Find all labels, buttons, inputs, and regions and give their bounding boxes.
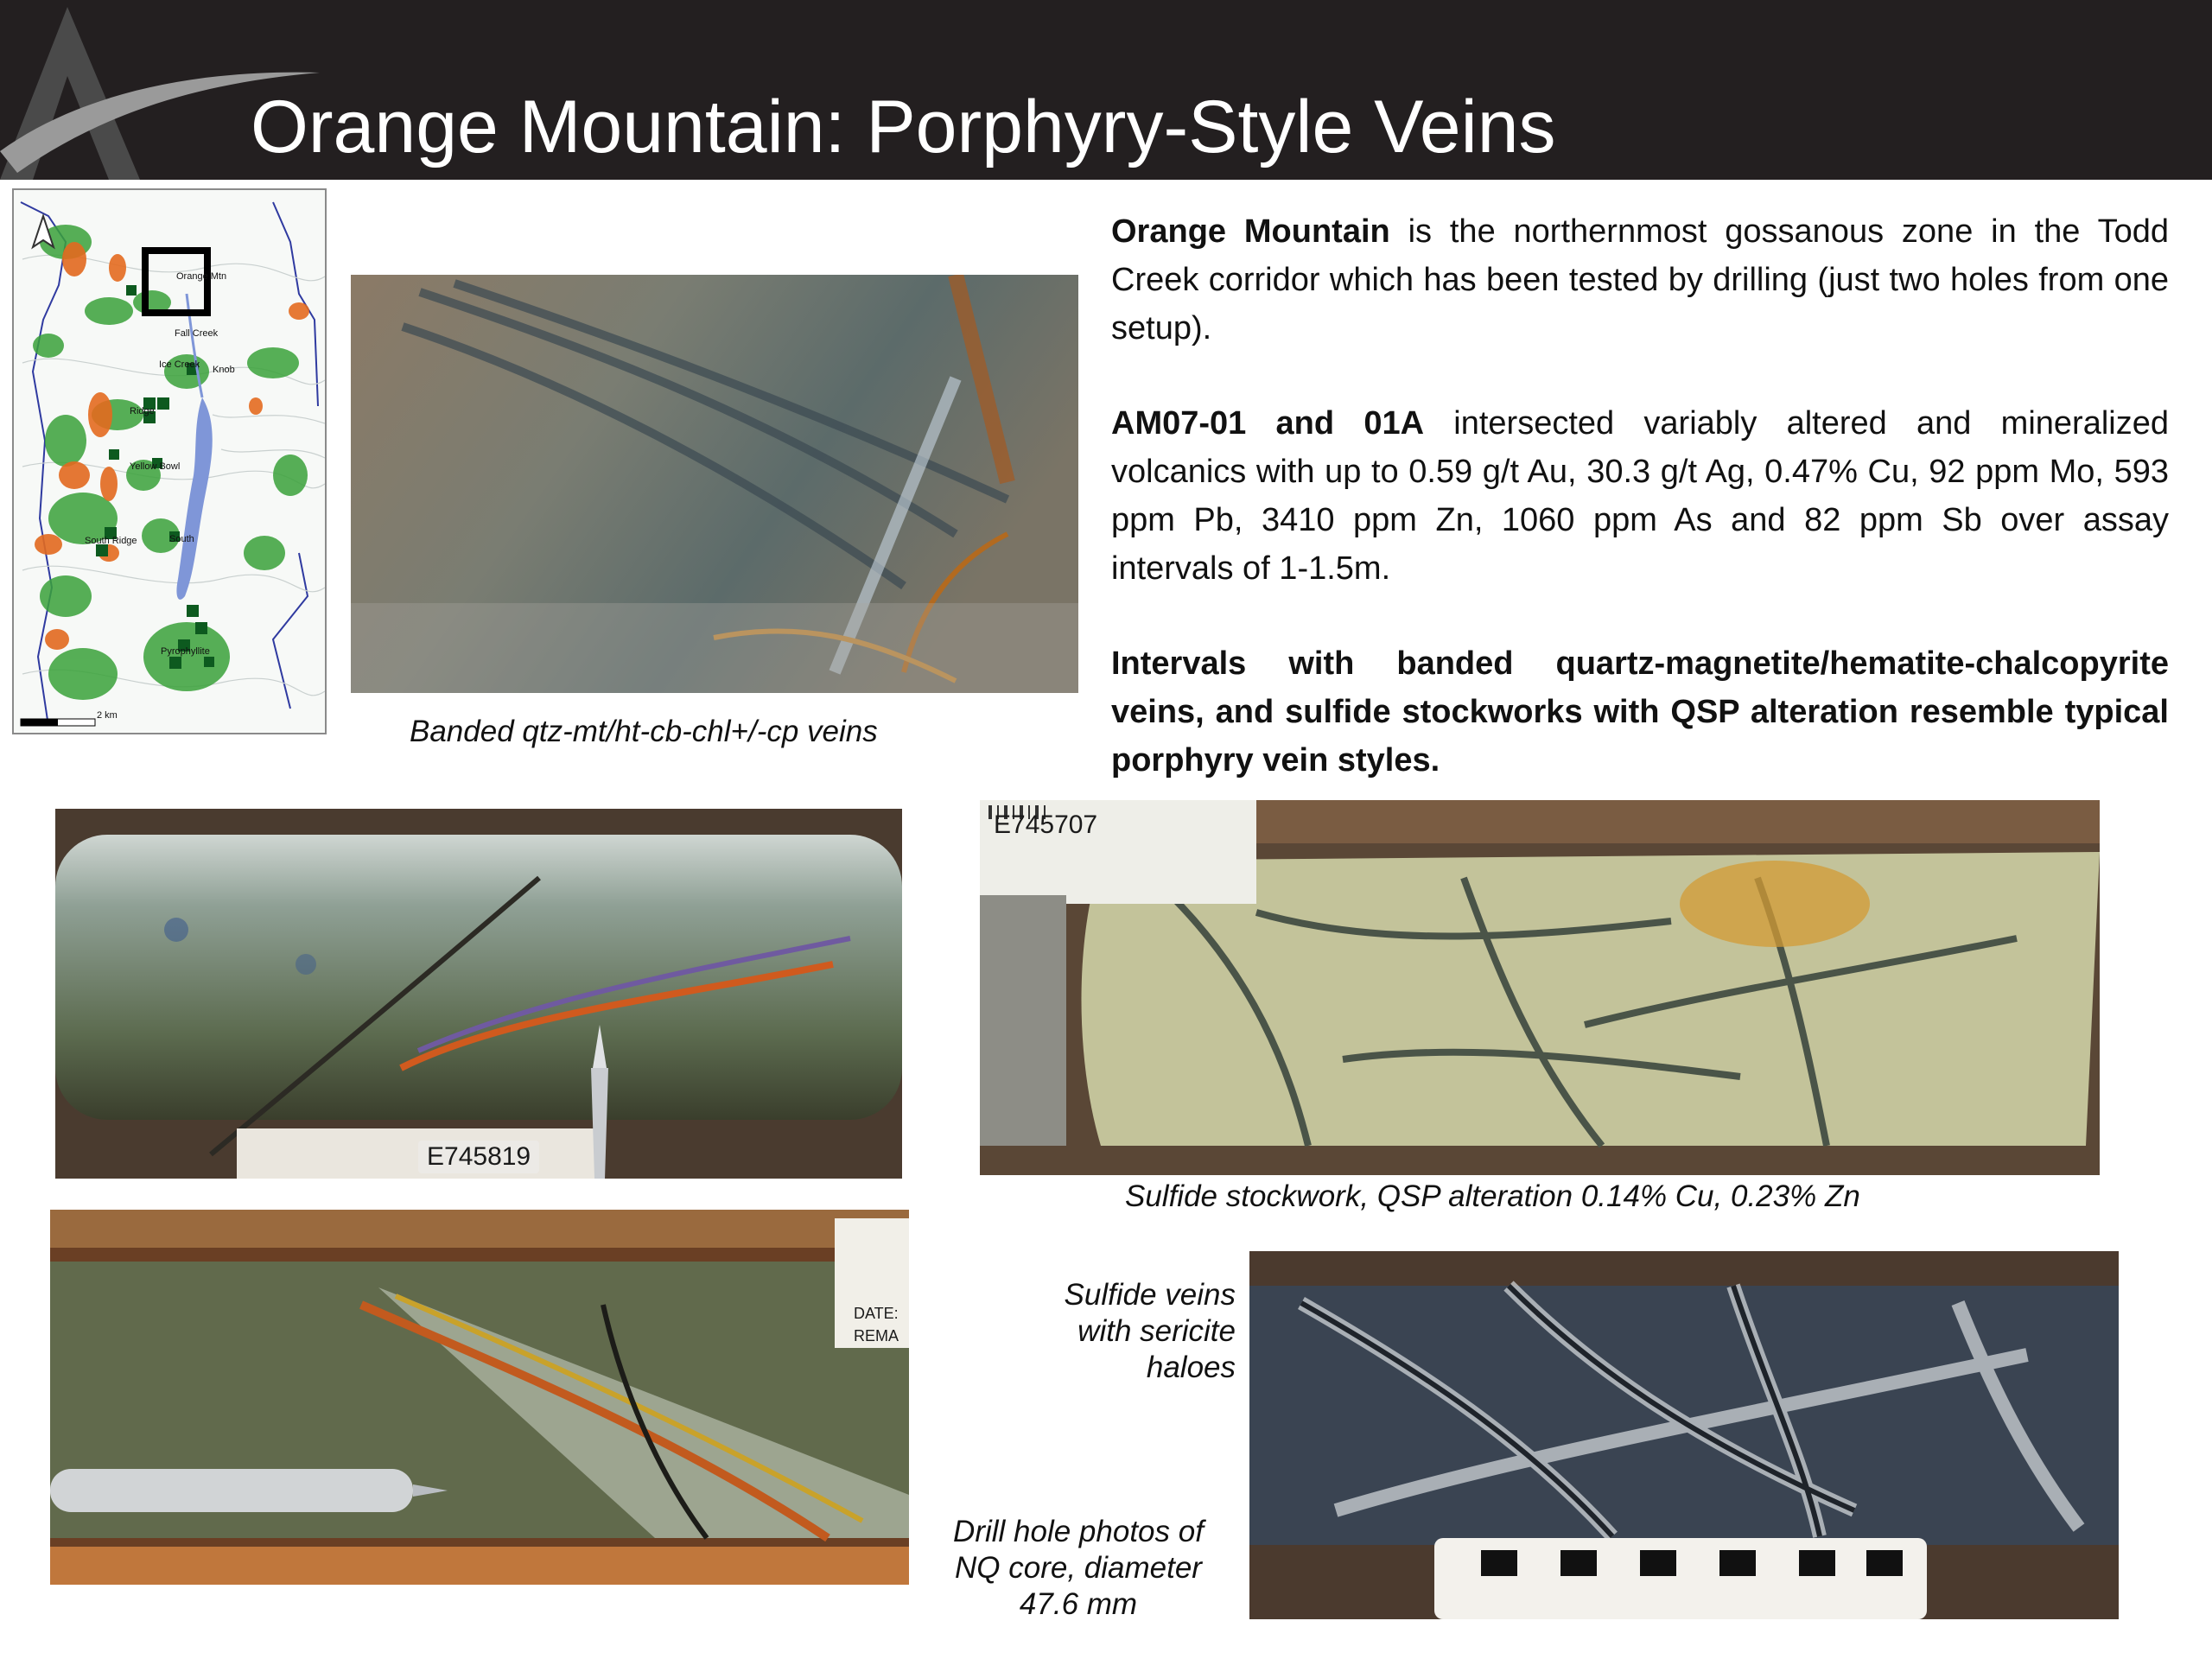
- photo-core-with-scriber: [55, 809, 902, 1179]
- photo-sericite-haloes: [1249, 1251, 2119, 1619]
- description-p3-bold: Intervals with banded quartz-magnetite/hematite-chalcopyrite veins, and sulfide stockworks with QSP alteration resemble typical porphyry vein styles.: [1111, 645, 2169, 779]
- map-label-pyrophyllite: Pyrophyllite: [161, 646, 210, 657]
- map-label-south-ridge: South Ridge: [85, 536, 137, 546]
- photo-sulfide-stockwork: [980, 800, 2100, 1175]
- description-block: [1111, 207, 2169, 831]
- caption-drill-line-1: Drill hole photos of: [953, 1515, 1204, 1548]
- description-paragraph-2: [1111, 399, 2169, 593]
- sample-tag-e745819: E745819: [418, 1141, 539, 1173]
- description-p1-text: is the northernmost gossanous zone in the Todd Creek corridor which has been tested by drilling (just two holes from one setup).: [1111, 213, 2169, 346]
- description-paragraph-3: [1111, 639, 2169, 785]
- map-label-south: South: [169, 534, 194, 544]
- sample-tag-e745707: E745707: [994, 810, 1098, 839]
- page-title: Orange Mountain: Porphyry-Style Veins: [251, 86, 1556, 168]
- description-p2-bold: AM07-01 and 01A: [1111, 405, 1425, 442]
- map-label-orange-mtn: Orange Mtn: [176, 271, 227, 282]
- caption-banded-veins: Banded qtz-mt/ht-cb-chl+/-cp veins: [410, 715, 878, 748]
- caption-drill-line-3: 47.6 mm: [1019, 1587, 1138, 1621]
- tray-label-date: DATE:: [854, 1305, 899, 1322]
- map-label-knob: Knob: [213, 365, 235, 375]
- description-p2-text: intersected variably altered and mineralized volcanics with up to 0.59 g/t Au, 30.3 g/t Ag, 0.47% Cu, 92 ppm Mo, 593 ppm Pb, 3410 ppm Zn, 1060 ppm As and 82 ppm Sb over assay intervals of 1-1.5m.: [1111, 405, 2169, 587]
- photo-core-tray-veins: [50, 1210, 909, 1585]
- map-label-ridge: Ridge: [130, 406, 155, 416]
- orange-mountain-locator-box: [142, 247, 211, 316]
- description-paragraph-1: [1111, 207, 2169, 353]
- map-label-fall-creek: Fall Creek: [175, 328, 219, 339]
- caption-sericite-line-3: haloes: [1146, 1351, 1236, 1384]
- caption-sulfide-stockwork: Sulfide stockwork, QSP alteration 0.14% Cu, 0.23% Zn: [1125, 1179, 1860, 1213]
- map-scale-label: 2 km: [97, 710, 118, 721]
- tray-label-remarks: REMA: [854, 1327, 899, 1344]
- caption-drill-line-2: NQ core, diameter: [955, 1551, 1202, 1585]
- photo-banded-veins: [351, 275, 1078, 693]
- caption-sericite-line-2: with sericite: [1077, 1314, 1236, 1348]
- map-label-ice-creek: Ice Creek: [159, 359, 200, 370]
- map-label-yellow-bowl: Yellow Bowl: [130, 461, 181, 472]
- location-map: [12, 188, 327, 734]
- header-bar: [0, 0, 2212, 180]
- caption-sericite-line-1: Sulfide veins: [1064, 1278, 1236, 1312]
- description-p1-bold: Orange Mountain: [1111, 213, 1390, 250]
